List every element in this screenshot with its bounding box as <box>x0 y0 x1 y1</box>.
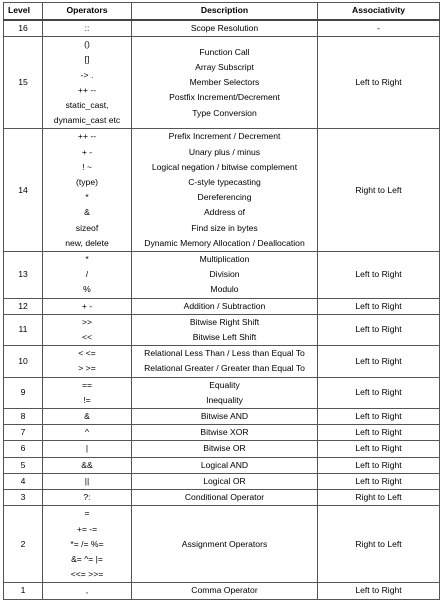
operators-cell <box>43 473 132 489</box>
operators-cell <box>43 409 132 425</box>
operators-cell <box>43 346 132 377</box>
level-cell: 2 <box>4 506 43 583</box>
table-row <box>4 129 440 252</box>
operator-symbol: << <box>81 332 93 343</box>
header-operators: Operators <box>43 3 132 21</box>
table-row <box>4 506 440 583</box>
associativity-cell: - <box>318 20 440 37</box>
description-cell <box>132 473 318 489</box>
operators-cell <box>43 314 132 345</box>
operator-symbol: % <box>83 284 91 295</box>
operators-cell <box>43 441 132 457</box>
operator-description: Type Conversion <box>192 107 257 118</box>
operator-symbol: ?: <box>83 492 91 503</box>
description-cell <box>132 441 318 457</box>
operator-description: Bitwise OR <box>203 443 246 454</box>
operator-symbol: && <box>81 459 93 470</box>
operator-symbol: & <box>84 207 90 218</box>
description-cell <box>132 298 318 314</box>
operator-description: Array Subscript <box>195 62 254 72</box>
operator-symbol: [] <box>84 54 90 65</box>
operator-description: Division <box>209 269 240 280</box>
operators-cell <box>43 252 132 299</box>
level-cell: 8 <box>4 409 43 425</box>
table-row <box>4 252 440 299</box>
operator-description: Member Selectors <box>189 77 260 88</box>
operator-description: Logical OR <box>203 475 246 486</box>
operators-cell <box>43 457 132 473</box>
associativity-cell: Left to Right <box>318 346 440 377</box>
header-description: Description <box>132 3 318 21</box>
level-cell: 10 <box>4 346 43 377</box>
associativity-cell: Left to Right <box>318 314 440 345</box>
operator-symbol: & <box>84 411 90 422</box>
level-cell: 6 <box>4 441 43 457</box>
operator-description: Postfix Increment/Decrement <box>169 92 280 103</box>
operator-symbol: * <box>85 192 89 203</box>
level-cell: 14 <box>4 129 43 252</box>
description-cell <box>132 20 318 37</box>
operators-cell <box>43 506 132 583</box>
operator-description: Equality <box>209 379 240 390</box>
operator-symbol: , <box>85 585 89 596</box>
operator-symbol: * <box>85 254 89 265</box>
operator-symbol: ++ -- <box>77 131 97 142</box>
operator-symbol: () <box>84 39 90 50</box>
operator-description: Prefix Increment / Decrement <box>168 131 281 142</box>
operator-symbol: ! ~ <box>82 161 92 172</box>
description-cell <box>132 409 318 425</box>
description-cell <box>132 490 318 506</box>
operator-symbol: != <box>83 394 91 405</box>
operator-description: Relational Less Than / Less than Equal To <box>144 348 305 359</box>
operator-description: Unary plus / minus <box>188 146 261 157</box>
operator-symbol: == <box>81 379 93 390</box>
level-cell: 1 <box>4 583 43 599</box>
operator-symbol: + - <box>81 146 93 157</box>
operator-symbol: >> <box>81 316 93 327</box>
description-cell <box>132 377 318 408</box>
header-row <box>4 3 440 21</box>
associativity-cell: Left to Right <box>318 583 440 599</box>
header-associativity: Associativity <box>318 3 440 21</box>
associativity-cell: Left to Right <box>318 252 440 299</box>
table-row <box>4 314 440 345</box>
operator-symbol: < <= <box>78 348 96 359</box>
level-cell: 7 <box>4 425 43 441</box>
operator-description: Logical AND <box>200 459 249 470</box>
table-row <box>4 473 440 489</box>
operator-description: Bitwise XOR <box>200 427 249 438</box>
operator-symbol: <<= >>= <box>70 569 104 580</box>
header-level: Level <box>4 3 43 21</box>
level-cell: 9 <box>4 377 43 408</box>
operator-description: Address of <box>203 207 246 218</box>
table-row <box>4 377 440 408</box>
operator-description: Bitwise Right Shift <box>189 316 260 327</box>
level-cell: 4 <box>4 473 43 489</box>
table-body <box>4 20 440 599</box>
operator-description: Comma Operator <box>191 585 258 596</box>
operators-cell <box>43 129 132 252</box>
operator-description: C-style typecasting <box>188 177 261 188</box>
operators-cell <box>43 37 132 129</box>
level-cell: 13 <box>4 252 43 299</box>
operators-cell <box>43 298 132 314</box>
operator-symbol: || <box>84 475 90 486</box>
level-cell: 3 <box>4 490 43 506</box>
operator-symbol: + - <box>81 300 93 311</box>
table-row <box>4 457 440 473</box>
operator-symbol: ^ <box>84 427 90 438</box>
table-row <box>4 20 440 37</box>
operators-cell <box>43 490 132 506</box>
operator-description: Scope Resolution <box>190 23 259 33</box>
operator-description: Multiplication <box>199 254 250 265</box>
description-cell <box>132 314 318 345</box>
operator-description: Conditional Operator <box>184 492 265 503</box>
level-cell: 5 <box>4 457 43 473</box>
description-cell <box>132 425 318 441</box>
operators-cell <box>43 377 132 408</box>
associativity-cell: Left to Right <box>318 298 440 314</box>
operator-symbol: ++ -- <box>77 84 97 95</box>
associativity-cell: Left to Right <box>318 377 440 408</box>
description-cell <box>132 506 318 583</box>
associativity-cell: Right to Left <box>318 490 440 506</box>
associativity-cell: Left to Right <box>318 441 440 457</box>
description-cell <box>132 129 318 252</box>
operator-description: Bitwise Left Shift <box>192 332 257 343</box>
description-cell <box>132 457 318 473</box>
operator-description: Find size in bytes <box>191 222 258 233</box>
operators-cell <box>43 583 132 599</box>
operator-description: Logical negation / bitwise complement <box>151 161 298 172</box>
operator-symbol: sizeof <box>75 222 99 233</box>
table-row <box>4 409 440 425</box>
precedence-table-container <box>3 2 439 600</box>
operator-symbol: (type) <box>76 177 98 188</box>
table-row <box>4 441 440 457</box>
operator-description: Assignment Operators <box>181 538 268 549</box>
operator-symbol: -> . <box>80 69 94 80</box>
operators-cell <box>43 20 132 37</box>
operator-description: Dynamic Memory Allocation / Deallocation <box>144 237 305 248</box>
description-cell <box>132 252 318 299</box>
operator-symbol: static_cast, <box>65 100 109 111</box>
operator-symbol: / <box>85 269 89 280</box>
operator-symbol: new, delete <box>65 237 109 248</box>
operator-description: Dereferencing <box>197 192 252 203</box>
associativity-cell: Left to Right <box>318 425 440 441</box>
description-cell <box>132 346 318 377</box>
level-cell: 12 <box>4 298 43 314</box>
operator-symbol: = <box>84 508 90 519</box>
operator-symbol: += -= <box>76 523 98 534</box>
level-cell: 11 <box>4 314 43 345</box>
operator-precedence-table <box>3 2 440 600</box>
associativity-cell: Left to Right <box>318 37 440 129</box>
table-row <box>4 298 440 314</box>
table-row <box>4 583 440 599</box>
operator-description: Addition / Subtraction <box>183 300 266 311</box>
description-cell <box>132 37 318 129</box>
table-row <box>4 425 440 441</box>
operators-cell <box>43 425 132 441</box>
operator-symbol: :: <box>84 23 90 33</box>
associativity-cell: Left to Right <box>318 473 440 489</box>
operator-description: Bitwise AND <box>200 411 249 422</box>
operator-description: Inequality <box>206 394 243 405</box>
operator-symbol: | <box>85 443 89 454</box>
level-cell: 16 <box>4 20 43 37</box>
associativity-cell: Right to Left <box>318 129 440 252</box>
associativity-cell: Left to Right <box>318 409 440 425</box>
table-row <box>4 346 440 377</box>
level-cell: 15 <box>4 37 43 129</box>
description-cell <box>132 583 318 599</box>
operator-description: Modulo <box>210 284 239 295</box>
operator-description: Relational Greater / Greater than Equal To <box>144 363 305 374</box>
associativity-cell: Right to Left <box>318 506 440 583</box>
associativity-cell: Left to Right <box>318 457 440 473</box>
operator-symbol: > >= <box>78 363 96 374</box>
operator-symbol: *= /= %= <box>70 538 104 549</box>
table-row <box>4 37 440 129</box>
operator-symbol: &= ^= |= <box>71 553 103 564</box>
operator-symbol: dynamic_cast etc <box>53 115 121 126</box>
table-row <box>4 490 440 506</box>
operator-description: Function Call <box>199 46 250 57</box>
